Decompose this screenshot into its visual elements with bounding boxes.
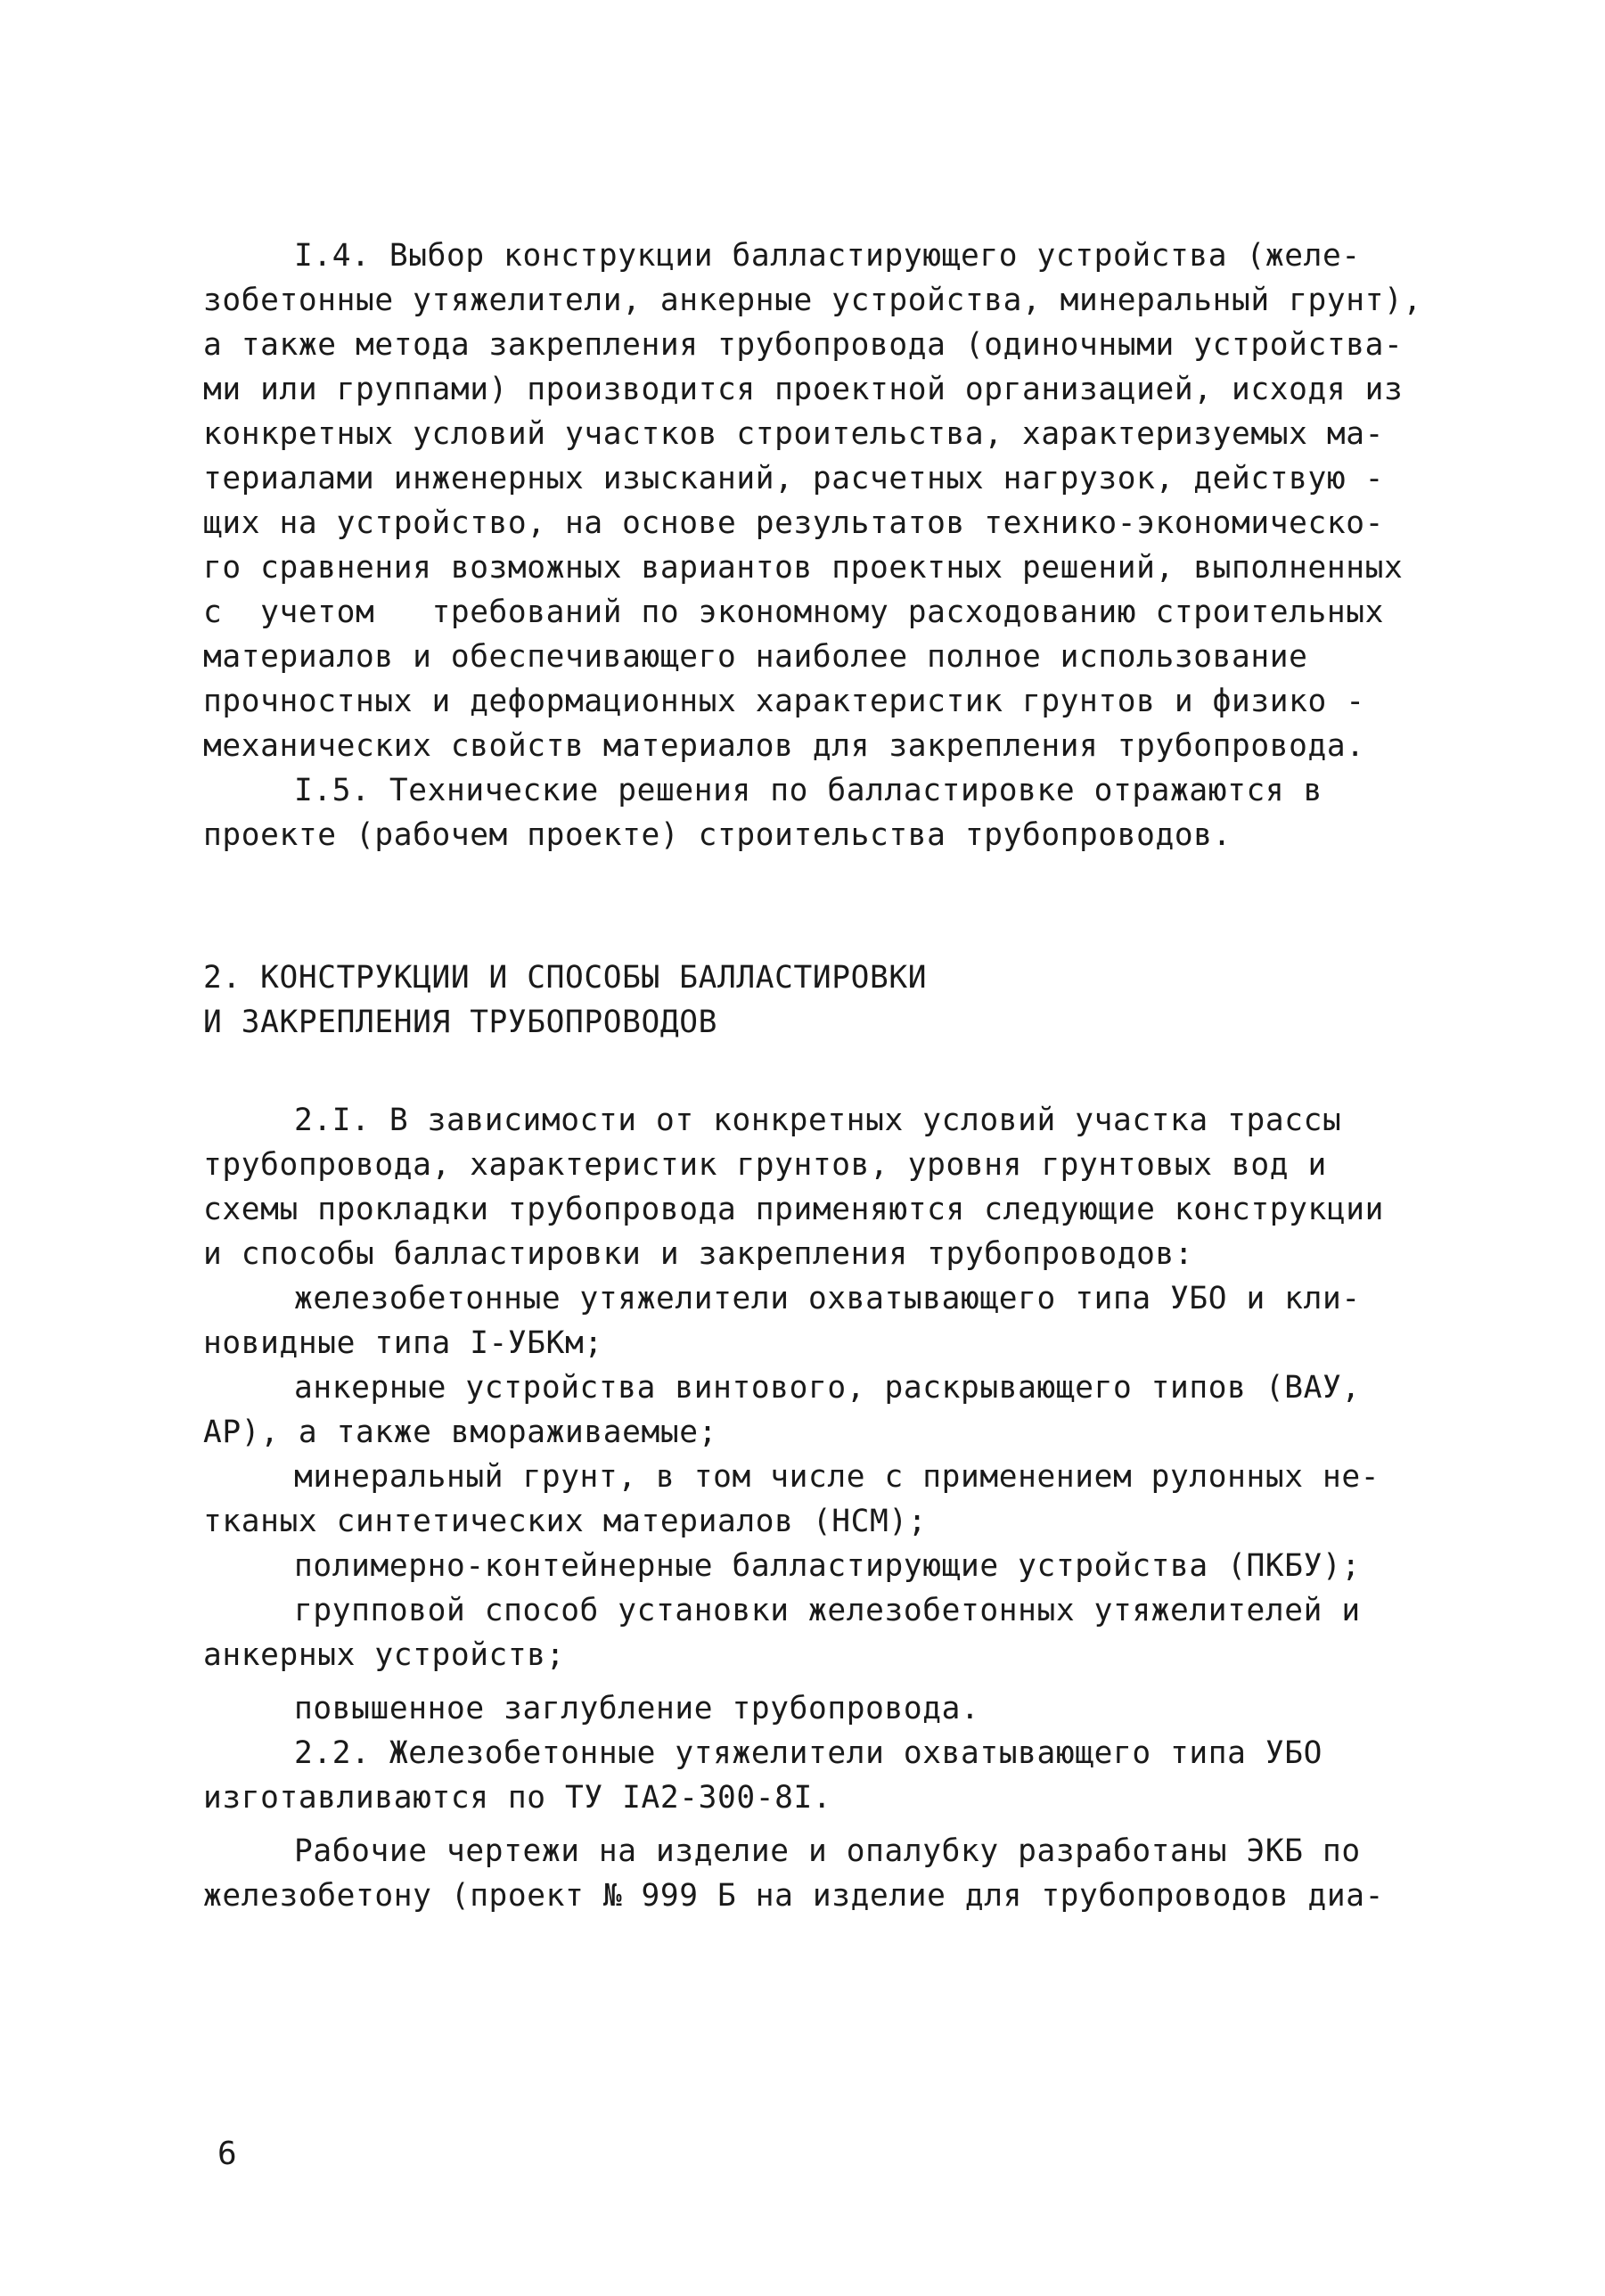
section-2-heading: 2. КОНСТРУКЦИИ И СПОСОБЫ БАЛЛАСТИРОВКИ	[203, 960, 928, 996]
list-item: железобетонные утяжелители охватывающего типа УБО и кли-	[294, 1281, 1361, 1316]
paragraph-2-3-line: железобетону (проект № 999 Б на изделие для трубопроводов диа-	[203, 1878, 1384, 1914]
paragraph-2-2-line: 2.2. Железобетонные утяжелители охватывающего типа УБО	[294, 1735, 1323, 1771]
section-2-heading: И ЗАКРЕПЛЕНИЯ ТРУБОПРОВОДОВ	[203, 1004, 718, 1040]
page-number: 6	[217, 2136, 237, 2172]
list-item: тканых синтетических материалов (НСМ);	[203, 1504, 928, 1539]
paragraph-1-5-line: І.5. Технические решения по балластировке отражаются в	[294, 773, 1323, 808]
paragraph-2-1-line: и способы балластировки и закрепления трубопроводов:	[203, 1236, 1194, 1272]
paragraph-2-2-line: изготавливаются по ТУ ІА2-300-8І.	[203, 1780, 832, 1816]
paragraph-1-4-line: щих на устройство, на основе результатов технико-экономическо-	[203, 505, 1384, 541]
list-item: АР), а также вмораживаемые;	[203, 1414, 718, 1450]
paragraph-2-3-line: Рабочие чертежи на изделие и опалубку разработаны ЭКБ по	[294, 1833, 1361, 1869]
paragraph-1-4-line: териалами инженерных изысканий, расчетных нагрузок, действую -	[203, 461, 1384, 496]
list-item: полимерно-контейнерные балластирующие устройства (ПКБУ);	[294, 1548, 1361, 1584]
list-item: новидные типа І-УБКм;	[203, 1325, 603, 1361]
paragraph-1-4-line: прочностных и деформационных характеристик грунтов и физико -	[203, 684, 1365, 719]
paragraph-1-4-line: материалов и обеспечивающего наиболее полное использование	[203, 639, 1308, 675]
paragraph-2-1-line: трубопровода, характеристик грунтов, уровня грунтовых вод и	[203, 1147, 1327, 1183]
paragraph-2-1-line: 2.І. В зависимости от конкретных условий участка трассы	[294, 1103, 1342, 1138]
paragraph-1-4-line: с учетом требований по экономному расходованию строительных	[203, 594, 1384, 630]
list-item: анкерных устройств;	[203, 1637, 566, 1673]
paragraph-1-4-line: зобетонные утяжелители, анкерные устройства, минеральный грунт),	[203, 283, 1422, 318]
paragraph-1-4-line: а также метода закрепления трубопровода (одиночными устройства-	[203, 327, 1404, 363]
paragraph-1-4-line: ми или группами) производится проектной организацией, исходя из	[203, 372, 1404, 407]
paragraph-1-4-line: І.4. Выбор конструкции балластирующего устройства (желе-	[294, 238, 1361, 274]
paragraph-2-1-line: схемы прокладки трубопровода применяются следующие конструкции	[203, 1192, 1384, 1227]
paragraph-1-5-line: проекте (рабочем проекте) строительства трубопроводов.	[203, 817, 1232, 853]
paragraph-1-4-line: механических свойств материалов для закрепления трубопровода.	[203, 728, 1365, 764]
paragraph-1-4-line: конкретных условий участков строительства, характеризуемых ма-	[203, 416, 1384, 452]
list-item: анкерные устройства винтового, раскрывающего типов (ВАУ,	[294, 1370, 1361, 1406]
list-item: повышенное заглубление трубопровода.	[294, 1691, 980, 1726]
list-item: минеральный грунт, в том числе с применением рулонных не-	[294, 1459, 1380, 1495]
paragraph-1-4-line: го сравнения возможных вариантов проектных решений, выполненных	[203, 550, 1404, 586]
list-item: групповой способ установки железобетонных утяжелителей и	[294, 1593, 1361, 1628]
